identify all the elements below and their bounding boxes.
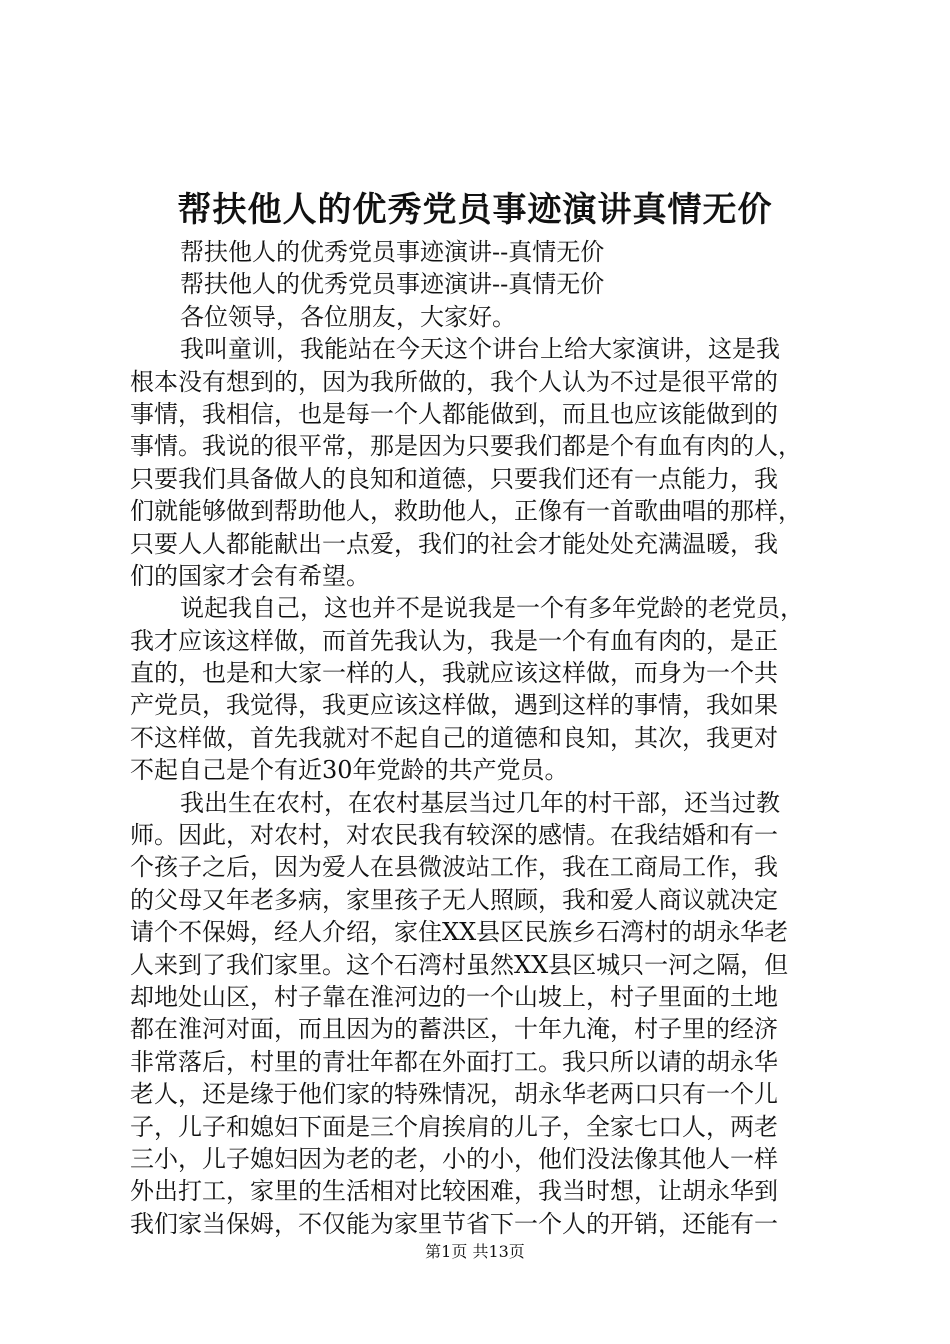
paragraph-line: 产党员，我觉得，我更应该这样做，遇到这样的事情，我如果 — [130, 691, 778, 720]
paragraph-line: 三小，儿子媳妇因为老的老，小的小，他们没法像其他人一样 — [130, 1144, 778, 1173]
paragraph-line: 人来到了我们家里。这个石湾村虽然XX县区城只一河之隔，但 — [130, 950, 789, 979]
paragraph-line: 事情。我说的很平常，那是因为只要我们都是个有血有肉的人， — [130, 432, 802, 461]
paragraph-line: 我才应该这样做，而首先我认为，我是一个有血有肉的，是正 — [130, 626, 778, 655]
paragraph-line: 不这样做，首先我就对不起自己的道德和良知，其次，我更对 — [130, 723, 778, 752]
paragraph-line: 的父母又年老多病，家里孩子无人照顾，我和爱人商议就决定 — [130, 885, 778, 914]
paragraph-line: 非常落后，村里的青壮年都在外面打工。我只所以请的胡永华 — [130, 1047, 778, 1076]
paragraph-line: 说起我自己，这也并不是说我是一个有多年党龄的老党员， — [180, 594, 804, 623]
subtitle-line: 帮扶他人的优秀党员事迹演讲--真情无价 — [180, 270, 605, 299]
paragraph-line: 都在淮河对面，而且因为的蓄洪区，十年九淹，村子里的经济 — [130, 1015, 778, 1044]
paragraph-line: 个孩子之后，因为爱人在县微波站工作，我在工商局工作，我 — [130, 853, 778, 882]
paragraph-line: 我们家当保姆，不仅能为家里节省下一个人的开销，还能有一 — [130, 1209, 778, 1238]
paragraph-line: 却地处山区，村子靠在淮河边的一个山坡上，村子里面的土地 — [130, 982, 778, 1011]
greeting-line: 各位领导，各位朋友，大家好。 — [180, 302, 516, 331]
paragraph-line: 们的国家才会有希望。 — [130, 561, 370, 590]
paragraph-line: 师。因此，对农村，对农民我有较深的感情。在我结婚和有一 — [130, 821, 778, 850]
paragraph-line: 老人，还是缘于他们家的特殊情况，胡永华老两口只有一个儿 — [130, 1080, 778, 1109]
paragraph-line: 不起自己是个有近30年党龄的共产党员。 — [130, 756, 569, 785]
document-title: 帮扶他人的优秀党员事迹演讲真情无价 — [177, 190, 773, 230]
paragraph-line: 事情，我相信，也是每一个人都能做到，而且也应该能做到的 — [130, 399, 778, 428]
paragraph-line: 外出打工，家里的生活相对比较困难，我当时想，让胡永华到 — [130, 1177, 778, 1206]
subtitle-line: 帮扶他人的优秀党员事迹演讲--真情无价 — [180, 238, 605, 266]
paragraph-line: 我叫童训，我能站在今天这个讲台上给大家演讲，这是我 — [180, 335, 780, 364]
paragraph-line: 请个不保姆，经人介绍，家住XX县区民族乡石湾村的胡永华老 — [130, 918, 789, 947]
paragraph-line: 们就能够做到帮助他人，救助他人，正像有一首歌曲唱的那样， — [130, 497, 802, 526]
paragraph-line: 根本没有想到的，因为我所做的，我个人认为不过是很平常的 — [130, 367, 778, 396]
paragraph-line: 我出生在农村，在农村基层当过几年的村干部，还当过教 — [180, 788, 780, 817]
page-footer: 第1页 共13页 — [425, 1242, 525, 1261]
paragraph-line: 只要人人都能献出一点爱，我们的社会才能处处充满温暖，我 — [130, 529, 778, 558]
paragraph-line: 子，儿子和媳妇下面是三个肩挨肩的儿子，全家七口人，两老 — [130, 1112, 778, 1141]
document-body — [130, 236, 830, 1240]
paragraph-line: 直的，也是和大家一样的人，我就应该这样做，而身为一个共 — [130, 659, 778, 688]
paragraph-line: 只要我们具备做人的良知和道德，只要我们还有一点能力，我 — [130, 464, 778, 493]
